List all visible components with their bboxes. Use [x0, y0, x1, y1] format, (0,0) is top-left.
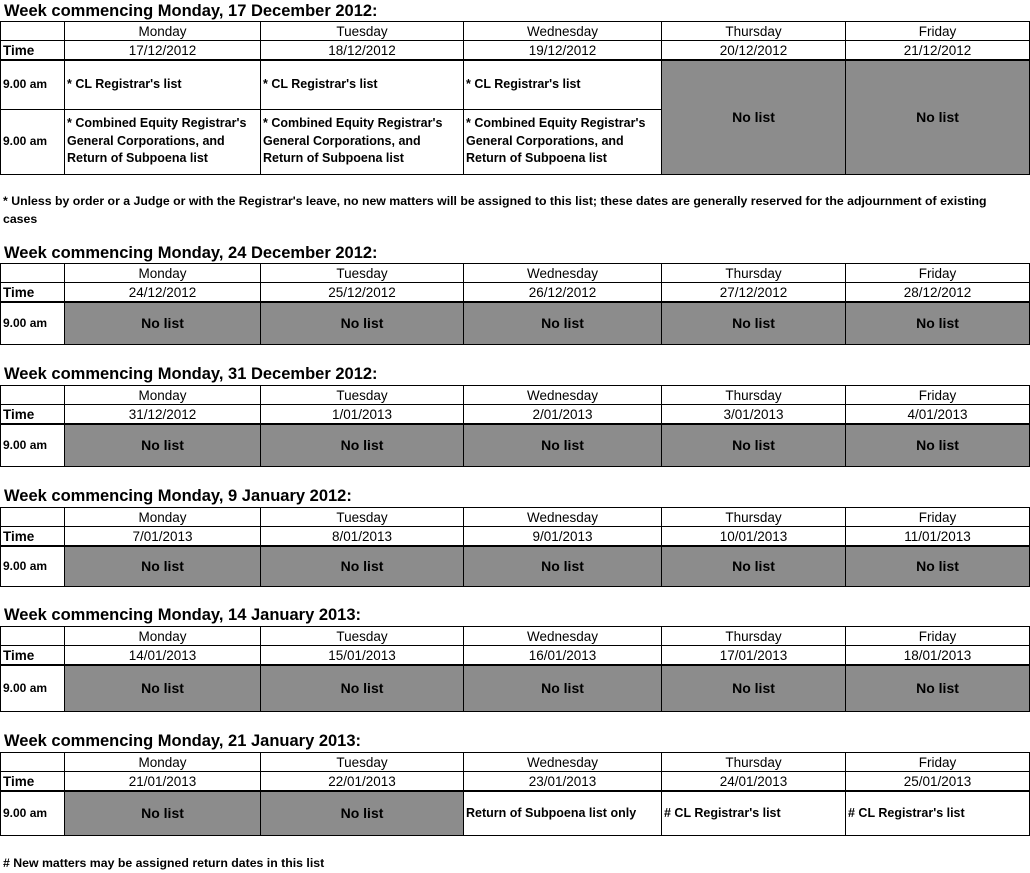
no-list-cell: No list	[846, 302, 1030, 344]
slot-row	[1, 665, 1030, 711]
list-cell: * CL Registrar's list	[65, 60, 261, 109]
time-label: Time	[1, 527, 65, 547]
list-cell: # CL Registrar's list	[662, 791, 846, 835]
week-title: Week commencing Monday, 21 January 2013:	[4, 732, 362, 750]
day-header: Wednesday	[464, 627, 662, 646]
date-cell: 19/12/2012	[464, 41, 662, 61]
no-list-cell: No list	[662, 665, 846, 711]
no-list-cell: No list	[464, 665, 662, 711]
day-header: Thursday	[662, 627, 846, 646]
no-list-cell: No list	[662, 302, 846, 344]
week-table	[0, 21, 1030, 175]
time-label: Time	[1, 646, 65, 666]
list-cell: # CL Registrar's list	[846, 791, 1030, 835]
no-list-cell: No list	[261, 302, 464, 344]
list-cell: * CL Registrar's list	[464, 60, 662, 109]
date-cell: 7/01/2013	[65, 527, 261, 547]
day-header: Wednesday	[464, 264, 662, 283]
date-row	[1, 283, 1030, 303]
date-cell: 18/01/2013	[846, 646, 1030, 666]
slot-time: 9.00 am	[1, 546, 65, 586]
date-row	[1, 527, 1030, 547]
header-blank	[1, 264, 65, 283]
header-blank	[1, 386, 65, 405]
header-blank	[1, 22, 65, 41]
date-cell: 11/01/2013	[846, 527, 1030, 547]
day-header: Monday	[65, 627, 261, 646]
week-title: Week commencing Monday, 31 December 2012:	[4, 365, 378, 383]
date-cell: 14/01/2013	[65, 646, 261, 666]
slot-row	[1, 302, 1030, 344]
week-table	[0, 507, 1030, 587]
no-list-cell: No list	[846, 60, 1030, 174]
day-header-row	[1, 627, 1030, 646]
week-title: Week commencing Monday, 17 December 2012:	[4, 2, 378, 20]
date-cell: 18/12/2012	[261, 41, 464, 61]
day-header: Thursday	[662, 264, 846, 283]
day-header-row	[1, 22, 1030, 41]
date-cell: 16/01/2013	[464, 646, 662, 666]
date-row	[1, 405, 1030, 425]
no-list-cell: No list	[65, 424, 261, 466]
day-header: Friday	[846, 264, 1030, 283]
slot-time: 9.00 am	[1, 424, 65, 466]
no-list-cell: No list	[662, 424, 846, 466]
date-cell: 1/01/2013	[261, 405, 464, 425]
no-list-cell: No list	[662, 546, 846, 586]
footnote: * Unless by order or a Judge or with the Registrar's leave, no new matters will be assigned to this list; these dates are generally reserved for the adjournment of existing cases	[3, 194, 987, 226]
no-list-cell: No list	[464, 546, 662, 586]
week-table	[0, 385, 1030, 467]
day-header: Wednesday	[464, 753, 662, 772]
date-cell: 17/01/2013	[662, 646, 846, 666]
day-header: Thursday	[662, 753, 846, 772]
no-list-cell: No list	[261, 424, 464, 466]
no-list-cell: No list	[464, 424, 662, 466]
no-list-cell: No list	[65, 546, 261, 586]
date-row	[1, 646, 1030, 666]
no-list-cell: No list	[261, 791, 464, 835]
date-cell: 23/01/2013	[464, 772, 662, 792]
slot-time: 9.00 am	[1, 665, 65, 711]
no-list-cell: No list	[261, 665, 464, 711]
date-cell: 20/12/2012	[662, 41, 846, 61]
day-header-row	[1, 508, 1030, 527]
time-label: Time	[1, 283, 65, 303]
day-header: Tuesday	[261, 264, 464, 283]
day-header: Tuesday	[261, 22, 464, 41]
no-list-cell: No list	[65, 791, 261, 835]
day-header: Monday	[65, 508, 261, 527]
date-cell: 24/01/2013	[662, 772, 846, 792]
date-cell: 21/12/2012	[846, 41, 1030, 61]
week-table	[0, 626, 1030, 712]
header-blank	[1, 627, 65, 646]
date-cell: 3/01/2013	[662, 405, 846, 425]
day-header: Friday	[846, 22, 1030, 41]
no-list-cell: No list	[65, 302, 261, 344]
day-header: Tuesday	[261, 627, 464, 646]
list-cell: Return of Subpoena list only	[464, 791, 662, 835]
list-cell: * Combined Equity Registrar's General Corporations, and Return of Subpoena list	[261, 109, 464, 174]
week-title: Week commencing Monday, 14 January 2013:	[4, 606, 362, 624]
date-cell: 25/01/2013	[846, 772, 1030, 792]
slot-row	[1, 546, 1030, 586]
header-blank	[1, 753, 65, 772]
date-cell: 8/01/2013	[261, 527, 464, 547]
day-header: Wednesday	[464, 22, 662, 41]
date-cell: 22/01/2013	[261, 772, 464, 792]
day-header: Monday	[65, 753, 261, 772]
week-table	[0, 263, 1030, 345]
date-cell: 10/01/2013	[662, 527, 846, 547]
day-header: Thursday	[662, 22, 846, 41]
time-label: Time	[1, 772, 65, 792]
slot-row	[1, 424, 1030, 466]
date-cell: 27/12/2012	[662, 283, 846, 303]
no-list-cell: No list	[261, 546, 464, 586]
date-cell: 15/01/2013	[261, 646, 464, 666]
no-list-cell: No list	[662, 60, 846, 174]
slot-time: 9.00 am	[1, 302, 65, 344]
header-blank	[1, 508, 65, 527]
date-row	[1, 41, 1030, 61]
date-cell: 25/12/2012	[261, 283, 464, 303]
slot-time: 9.00 am	[1, 60, 65, 109]
day-header: Tuesday	[261, 508, 464, 527]
time-label: Time	[1, 41, 65, 61]
day-header: Friday	[846, 508, 1030, 527]
date-cell: 17/12/2012	[65, 41, 261, 61]
day-header: Monday	[65, 386, 261, 405]
no-list-cell: No list	[846, 546, 1030, 586]
list-cell: * CL Registrar's list	[261, 60, 464, 109]
day-header: Friday	[846, 386, 1030, 405]
day-header: Monday	[65, 22, 261, 41]
date-row	[1, 772, 1030, 792]
day-header: Tuesday	[261, 753, 464, 772]
day-header-row	[1, 386, 1030, 405]
slot-time: 9.00 am	[1, 791, 65, 835]
no-list-cell: No list	[464, 302, 662, 344]
date-cell: 4/01/2013	[846, 405, 1030, 425]
date-cell: 9/01/2013	[464, 527, 662, 547]
day-header-row	[1, 753, 1030, 772]
date-cell: 21/01/2013	[65, 772, 261, 792]
date-cell: 2/01/2013	[464, 405, 662, 425]
date-cell: 26/12/2012	[464, 283, 662, 303]
week-title: Week commencing Monday, 9 January 2012:	[4, 487, 352, 505]
slot-row	[1, 60, 1030, 109]
day-header: Tuesday	[261, 386, 464, 405]
no-list-cell: No list	[846, 424, 1030, 466]
footnote: # New matters may be assigned return dates in this list	[3, 856, 325, 870]
day-header-row	[1, 264, 1030, 283]
date-cell: 31/12/2012	[65, 405, 261, 425]
day-header: Friday	[846, 627, 1030, 646]
day-header: Friday	[846, 753, 1030, 772]
day-header: Monday	[65, 264, 261, 283]
day-header: Wednesday	[464, 386, 662, 405]
slot-time: 9.00 am	[1, 109, 65, 174]
time-label: Time	[1, 405, 65, 425]
day-header: Wednesday	[464, 508, 662, 527]
no-list-cell: No list	[846, 665, 1030, 711]
list-cell: * Combined Equity Registrar's General Corporations, and Return of Subpoena list	[464, 109, 662, 174]
list-cell: * Combined Equity Registrar's General Corporations, and Return of Subpoena list	[65, 109, 261, 174]
week-title: Week commencing Monday, 24 December 2012:	[4, 244, 378, 262]
no-list-cell: No list	[65, 665, 261, 711]
date-cell: 28/12/2012	[846, 283, 1030, 303]
day-header: Thursday	[662, 508, 846, 527]
week-table	[0, 752, 1030, 836]
slot-row	[1, 791, 1030, 835]
date-cell: 24/12/2012	[65, 283, 261, 303]
day-header: Thursday	[662, 386, 846, 405]
